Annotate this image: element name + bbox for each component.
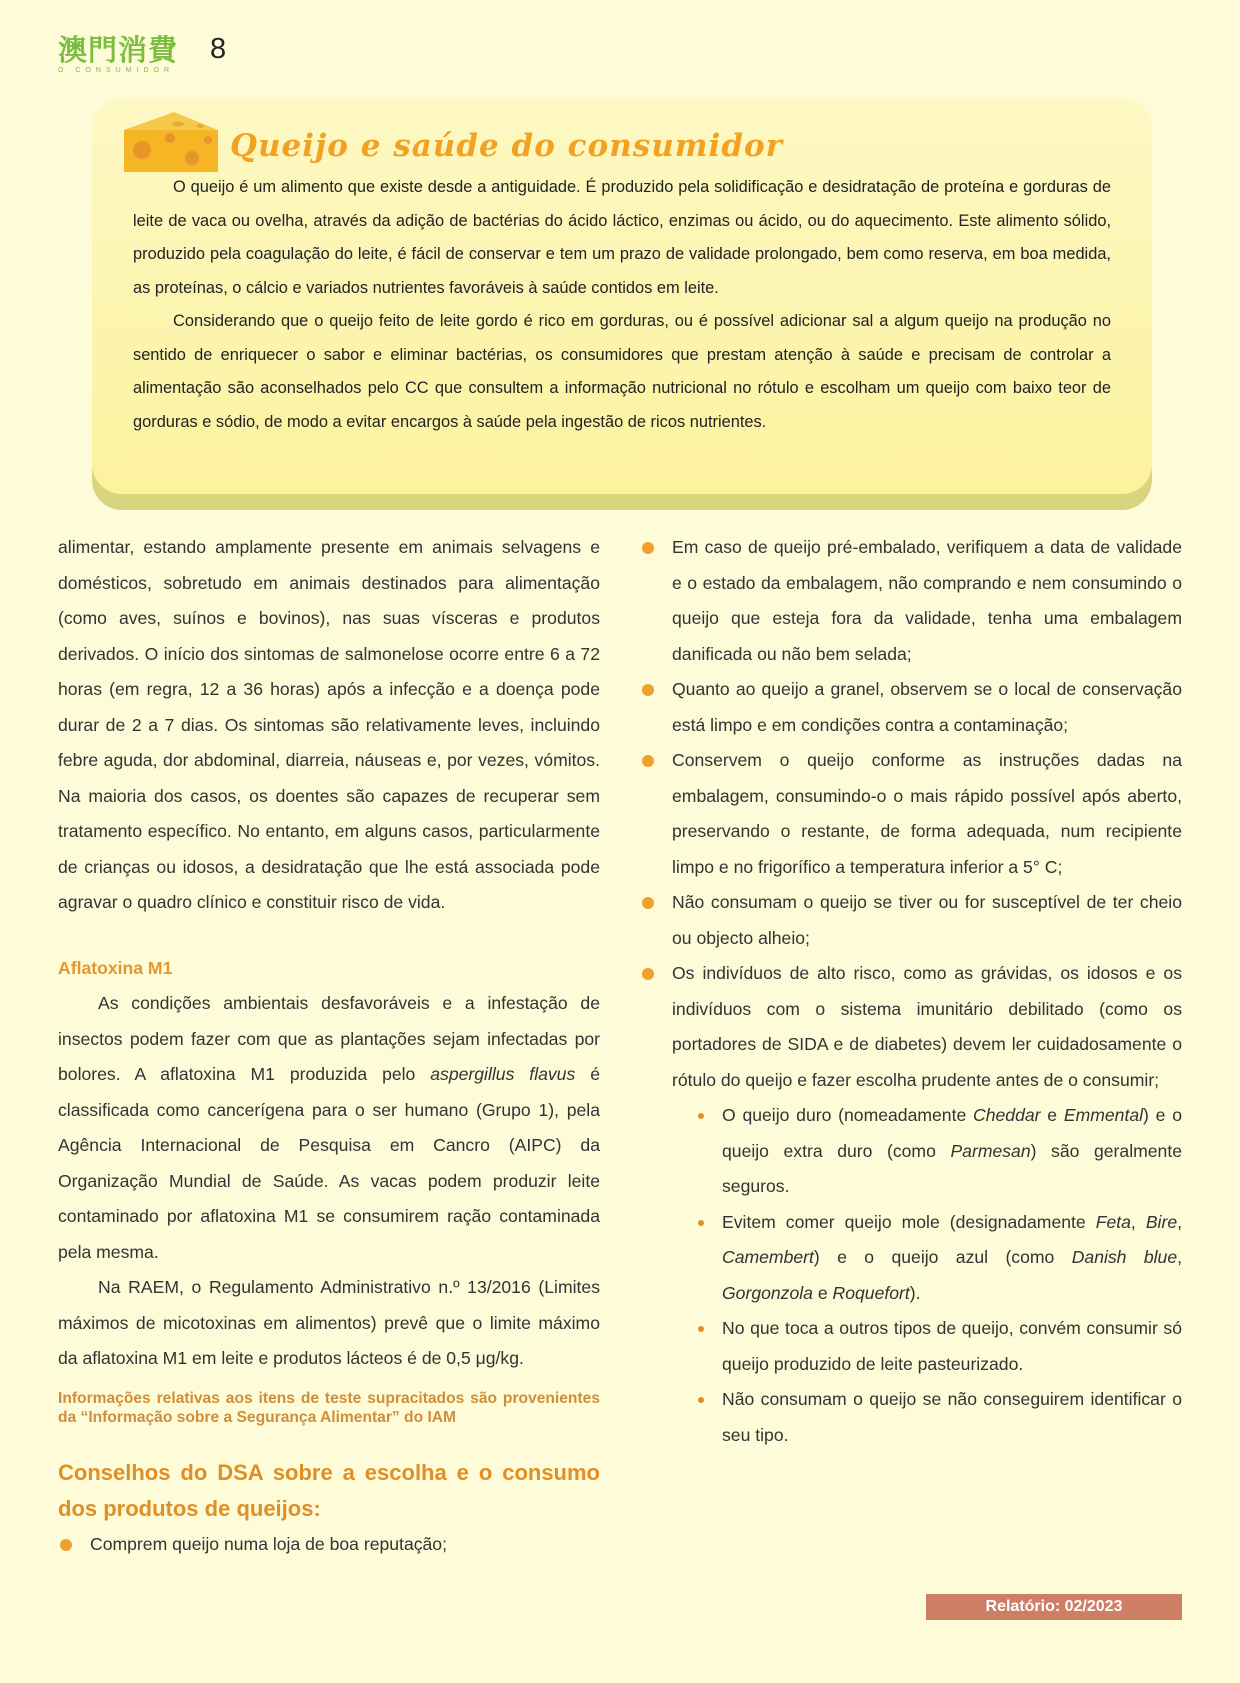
list-item: Conservem o queijo conforme as instruções dadas na embalagem, consumindo-o o mais rápido possível após aberto, preservando o restante, de forma adequada, num recipiente limpo e no frigorífico a temperatura inferior a 5° C;	[640, 743, 1182, 885]
text-span: ,	[1130, 1211, 1146, 1232]
list-item: Não consumam o queijo se tiver ou for susceptível de ter cheio ou objecto alheio;	[640, 885, 1182, 956]
italic-span: Camembert	[722, 1247, 814, 1267]
list-item: Em caso de queijo pré-embalado, verifiquem a data de validade e o estado da embalagem, não comprando e nem consumindo o queijo que esteja fora da validade, tenha uma embalagem danificada ou não bem selada;	[640, 530, 1182, 672]
page-number: 8	[210, 33, 227, 65]
box-paragraph: Considerando que o queijo feito de leite gordo é rico em gorduras, ou é possível adicionar sal a algum queijo na produção no sentido de enriquecer o sabor e eliminar bactérias, os consumidores que prestam atenção à saúde e precisam de controlar a alimentação são aconselhados pelo CC que consultem a informação nutricional no rótulo e escolham um queijo com baixo teor de gorduras e sódio, de modo a evitar encargos à saúde pela ingestão de ricos nutrientes.	[133, 312, 1111, 431]
logo-subtitle: O CONSUMIDOR	[58, 67, 174, 74]
text-span: Evitem comer queijo mole (designadamente	[722, 1211, 1096, 1232]
text-span: e	[1040, 1105, 1064, 1125]
source-note: Informações relativas aos itens de teste supracitados são provenientes da “Informação sobre a Segurança Alimentar” do IAM	[58, 1389, 600, 1426]
list-item: Comprem queijo numa loja de boa reputação;	[58, 1527, 600, 1563]
box-text	[133, 171, 1111, 439]
text-span: é classificada como cancerígena para o ser humano (Grupo 1), pela Agência Internacional de Pesquisa em Cancro (AIPC) da Organização Mundial de Saúde. As vacas podem produzir leite contaminado por aflatoxina M1 se consumirem ração contaminada pela mesma.	[58, 1064, 600, 1262]
box-title: Queijo e saúde do consumidor	[230, 128, 784, 164]
text-span: ) são geralmente seguros.	[722, 1140, 1183, 1196]
italic-span: Roquefort	[832, 1282, 910, 1303]
italic-span: Cheddar	[973, 1105, 1041, 1125]
text-span: O queijo duro (nomeadamente	[722, 1105, 974, 1125]
italic-span: Parmesan	[950, 1140, 1031, 1161]
text-span: ) e o queijo extra duro (como	[722, 1105, 1182, 1161]
sub-list	[698, 1098, 1182, 1453]
italic-span: aspergillus flavus	[430, 1064, 576, 1084]
aflatoxin-heading: Aflatoxina M1	[58, 957, 173, 978]
italic-span: Gorgonzola	[722, 1282, 813, 1303]
magazine-logo	[58, 33, 179, 74]
logo-chars: 澳門消費	[58, 33, 179, 67]
text-span: ,	[1177, 1211, 1182, 1232]
sub-list-item: Não consumam o queijo se não conseguirem identificar o seu tipo.	[698, 1382, 1182, 1453]
advice-heading: Conselhos do DSA sobre a escolha e o consumo dos produtos de queijos:	[58, 1459, 600, 1521]
text-span: Os indivíduos de alto risco, como as grávidas, os idosos e os indivíduos com o sistema imunitário debilitado (como os portadores de SIDA e de diabetes) devem ler cuidadosamente o rótulo do queijo e fazer escolha prudente antes de o consumir;	[672, 963, 1182, 1090]
regulation-paragraph: Na RAEM, o Regulamento Administrativo n.º 13/2016 (Limites máximos de micotoxinas em alimentos) prevê que o limite máximo da aflatoxina M1 em leite e produtos lácteos é de 0,5 μg/kg.	[58, 1277, 600, 1368]
sub-list-item	[698, 1205, 1182, 1312]
text-span: ) e o queijo azul (como	[813, 1247, 1072, 1267]
report-badge: Relatório: 02/2023	[926, 1594, 1182, 1620]
advice-list	[58, 1527, 600, 1563]
advice-list-continued	[640, 530, 1182, 1453]
list-item	[640, 956, 1182, 1453]
text-span: ).	[909, 1282, 921, 1303]
italic-span: Danish blue	[1071, 1247, 1178, 1267]
italic-span: Emmental	[1063, 1105, 1144, 1125]
italic-span: Bire	[1145, 1211, 1178, 1232]
text-span: As condições ambientais desfavoráveis e a infestação de insectos podem fazer com que as plantações sejam infectadas por bolores. A aflatoxina M1 produzida pelo	[58, 993, 600, 1084]
salmonella-paragraph: alimentar, estando amplamente presente em animais selvagens e domésticos, sobretudo em animais destinados para alimentação (como aves, suínos e bovinos), nas suas vísceras e produtos derivados. O início dos sintomas de salmonelose ocorre entre 6 a 72 horas (em regra, 12 a 36 horas) após a infecção e a doença pode durar de 2 a 7 dias. Os sintomas são relativamente leves, incluindo febre aguda, dor abdominal, diarreia, náuseas e, por vezes, vómitos. Na maioria dos casos, os doentes são capazes de recuperar sem tratamento específico. No entanto, em alguns casos, particularmente de crianças ou idosos, a desidratação que lhe está associada pode agravar o quadro clínico e constituir risco de vida.	[58, 537, 600, 912]
left-column	[58, 530, 600, 1562]
right-column	[640, 530, 1182, 1453]
sub-list-item	[698, 1098, 1182, 1205]
text-span: e	[812, 1282, 833, 1303]
aflatoxin-paragraph	[58, 986, 600, 1270]
sub-list-item: No que toca a outros tipos de queijo, convém consumir só queijo produzido de leite pasteurizado.	[698, 1311, 1182, 1382]
text-span: ,	[1177, 1247, 1182, 1267]
list-item: Quanto ao queijo a granel, observem se o local de conservação está limpo e em condições contra a contaminação;	[640, 672, 1182, 743]
cheese-icon	[122, 108, 220, 174]
box-paragraph: O queijo é um alimento que existe desde a antiguidade. É produzido pela solidificação e desidratação de proteína e gorduras de leite de vaca ou ovelha, através da adição de bactérias do ácido láctico, enzimas ou ácido, ou do aquecimento. Este alimento sólido, produzido pela coagulação do leite, é fácil de conservar e tem um prazo de validade prolongado, bem como reserva, em boa medida, as proteínas, o cálcio e variados nutrientes favoráveis à saúde contidos em leite.	[133, 178, 1111, 297]
italic-span: Feta	[1095, 1211, 1131, 1232]
